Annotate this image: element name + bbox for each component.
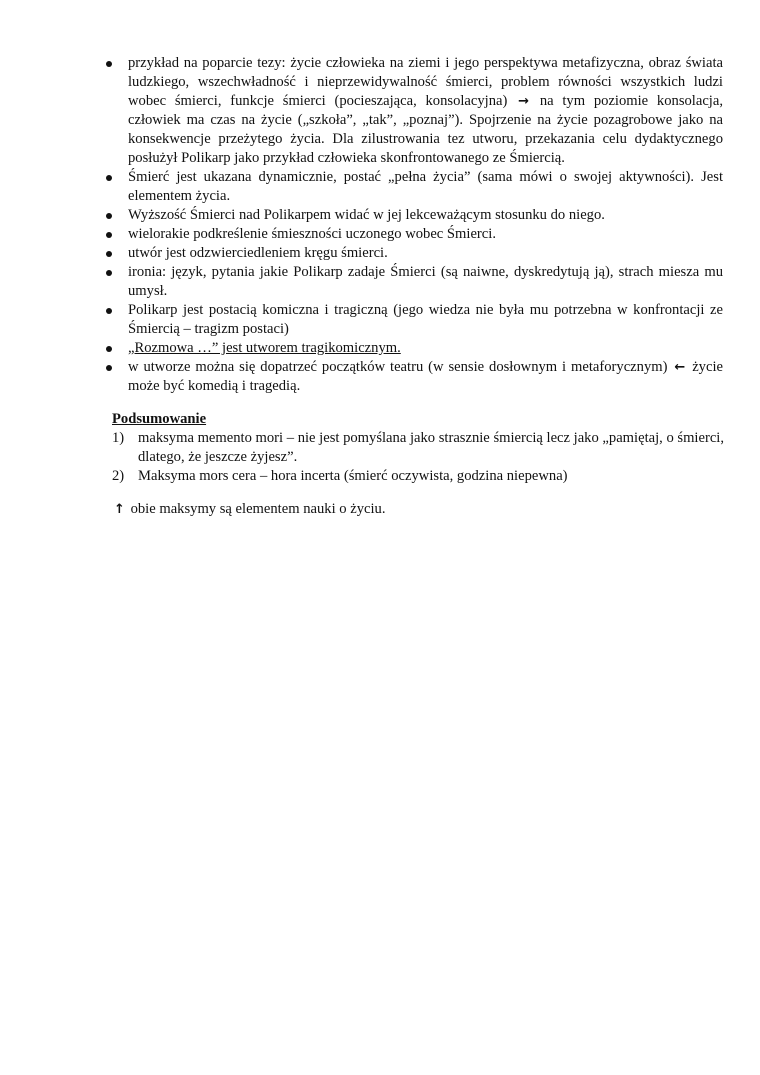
summary-heading: Podsumowanie — [112, 411, 207, 427]
list-item — [103, 339, 723, 358]
bullet-text: wielorakie podkreślenie śmieszności uczonego wobec Śmierci. — [128, 226, 496, 242]
bullet-text: w utworze można się dopatrzeć początków teatru (w sensie dosłownym i metaforycznym) — [128, 359, 668, 375]
bullet-text: na tym poziomie konsolacja, człowiek ma czas na życie („szkoła”, „tak”, „poznaj”). Spojrzenie na życie pozagrobowe jako na konsekwencje przeżytego życia. Dla zilustrowania tez utworu, przekazania celu dydaktycznego posłużył Polikarp jako przykład człowieka skonfrontowanego ze Śmiercią. — [128, 93, 723, 166]
list-item — [103, 301, 723, 339]
bullet-icon — [106, 232, 112, 238]
closing-note-text: obie maksymy są elementem nauki o życiu. — [130, 501, 386, 517]
bullet-icon — [106, 346, 112, 352]
item-text: Maksyma mors cera – hora incerta (śmierć oczywista, godzina niepewna) — [138, 468, 568, 484]
bullet-text: Polikarp jest postacią komiczna i tragiczną (jego wiedza nie była mu potrzebna w konfrontacji ze Śmiercią – tragizm postaci) — [128, 302, 723, 337]
bullet-text: utwór jest odzwierciedleniem kręgu śmierci. — [128, 245, 388, 261]
bullet-text: Wyższość Śmierci nad Polikarpem widać w jej lekceważącym stosunku do niego. — [128, 207, 605, 223]
summary-list — [112, 429, 724, 486]
list-item — [103, 244, 723, 263]
closing-note — [112, 500, 724, 519]
bullet-text: Śmierć jest ukazana dynamicznie, postać „pełna życia” (sama mówi o swojej aktywności). Jest elementem życia. — [128, 169, 723, 204]
list-item — [103, 358, 723, 396]
arrow-right-icon: → — [518, 94, 530, 109]
bullet-icon — [106, 365, 112, 371]
item-number: 2) — [112, 468, 125, 484]
list-item — [103, 225, 723, 244]
bullet-text-underlined: „Rozmowa …” jest utworem tragikomicznym. — [128, 340, 401, 356]
item-text: maksyma memento mori – nie jest pomyślana jako strasznie śmiercią lecz jako „pamiętaj, o śmierci, dlatego, że jeszcze żyjesz”. — [138, 430, 724, 465]
list-item — [112, 467, 724, 486]
bullet-icon — [106, 251, 112, 257]
bullet-text: przykład na poparcie tezy: życie człowieka na ziemi i jego perspektywa metafizyczna, obraz świata ludzkiego, wszechwładność i nieprzewidywalność śmierci, problem równości wszystkich ludzi wobec śmierci, funkcje śmierci (pocieszająca, konsolacyjna) — [128, 55, 723, 109]
bullet-icon — [106, 270, 112, 276]
bullet-icon — [106, 61, 112, 67]
list-item — [103, 206, 723, 225]
list-item — [103, 263, 723, 301]
bullet-icon — [106, 175, 112, 181]
list-item — [103, 168, 723, 206]
bullet-text: ironia: język, pytania jakie Polikarp zadaje Śmierci (są naiwne, dyskredytują ją), strach miesza mu umysł. — [128, 264, 723, 299]
summary-section — [112, 410, 724, 486]
arrow-up-icon: ↑ — [114, 502, 125, 517]
bullet-list — [103, 54, 723, 396]
item-number: 1) — [112, 430, 125, 446]
bullet-icon — [106, 213, 112, 219]
arrow-left-icon: ← — [674, 360, 686, 375]
list-item — [103, 54, 723, 168]
bullet-text: życie może być komedią i tragedią. — [128, 359, 723, 394]
bullet-icon — [106, 308, 112, 314]
list-item — [112, 429, 724, 467]
